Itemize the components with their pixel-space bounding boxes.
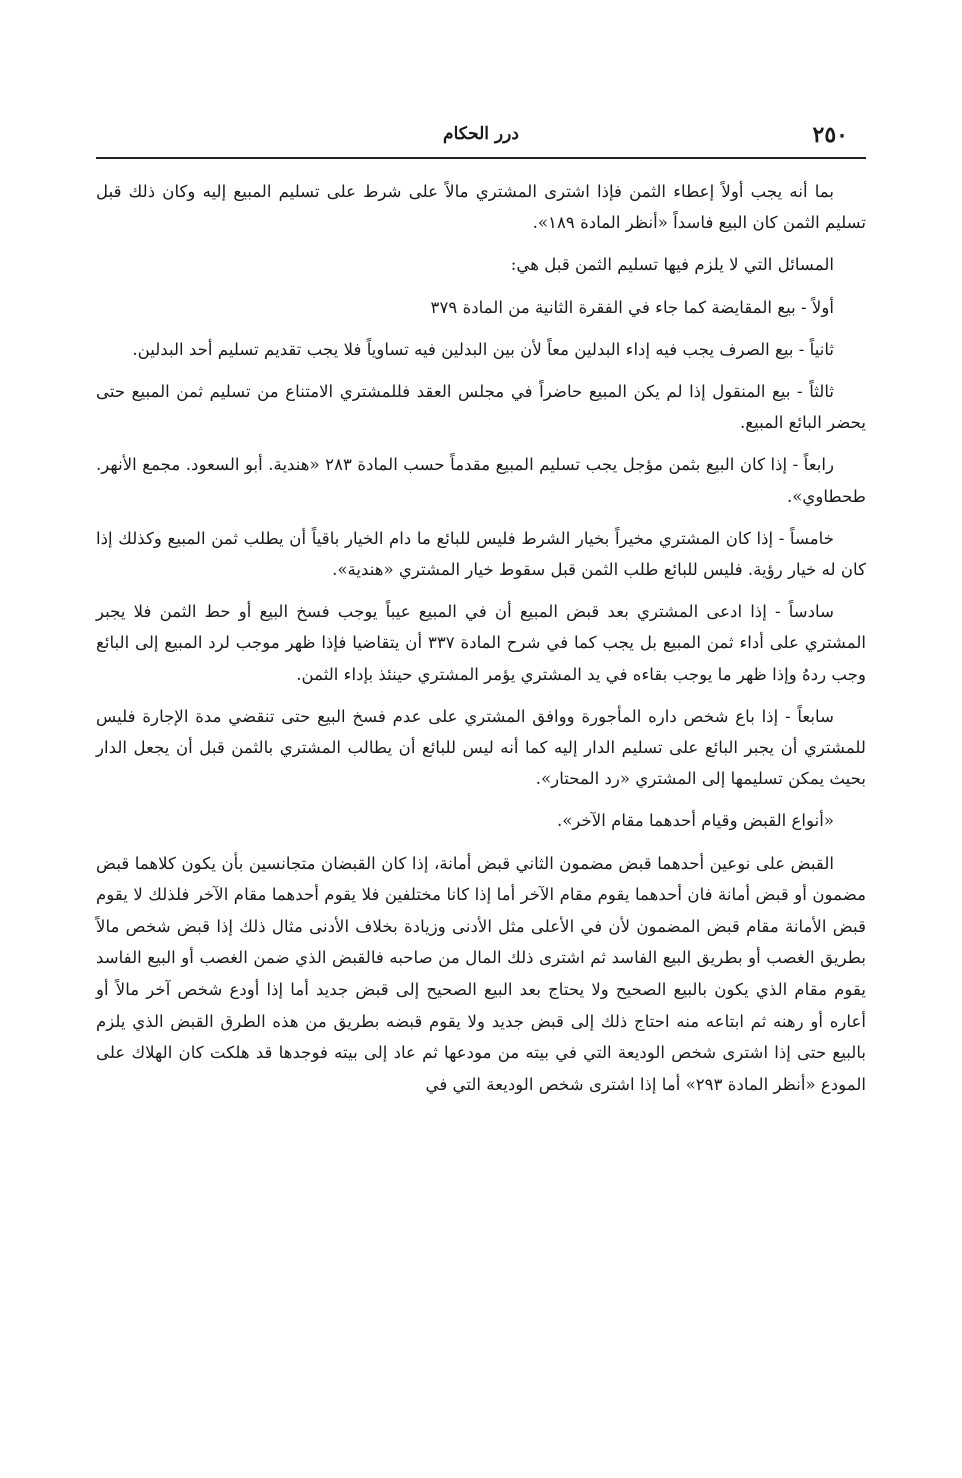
running-title: درر الحكام	[443, 124, 519, 144]
body-text	[96, 176, 866, 1100]
paragraph-10: القبض على نوعين أحدهما قبض مضمون الثاني قبض أمانة، إذا كان القبضان متجانسين بأن يكون كلاهما قبض مضمون أو قبض أمانة فان أحدهما يقوم مقام الآخر أما إذا كانا مختلفين فلا يقوم أحدهما مقام الآخر فلذلك لا يقوم قبض الأمانة مقام قبض المضمون لأن في الأعلى مثل الأدنى وزيادة بخلاف الأدنى مثال ذلك إذا قبض شخص مالاً بطريق الغصب أو بطريق البيع الفاسد ثم اشترى ذلك المال من صاحبه فالقبض الذي ضمن الغصب أو البيع الفاسد يقوم مقام الذي يكون بالبيع الصحيح ولا يحتاج بعد البيع الصحيح إلى قبض جديد أما إذا أودع شخص آخر مالاً أو أعاره أو رهنه ثم ابتاعه منه احتاج ذلك إلى قبض جديد ولا يقوم قبضه بطريق من هذه الطرق القبض الذي يلزم بالبيع حتى إذا اشترى شخص الوديعة التي في بيته من مودعها ثم عاد إلى بيته فوجدها قد هلكت كان الهلاك على المودع «أنظر المادة ٢٩٣» أما إذا اشترى شخص الوديعة التي في	[96, 853, 866, 1094]
page-header	[96, 118, 866, 156]
paragraph-1: بما أنه يجب أولاً إعطاء الثمن فإذا اشترى المشتري مالاً على شرط على تسليم المبيع إليه وكان ذلك قبل تسليم الثمن كان البيع فاسداً «أنظر المادة ١٨٩».	[96, 182, 866, 233]
paragraph-7: خامساً - إذا كان المشتري مخيراً بخيار الشرط فليس للبائع ما دام الخيار باقياً أن يطلب ثمن المبيع وكذلك إذا كان له خيار رؤية. فليس للبائع طلب الثمن قبل سقوط خيار المشتري «هندية».	[96, 528, 866, 580]
section-heading: «أنواع القبض وقيام أحدهما مقام الآخر».	[556, 811, 834, 831]
paragraph-4: ثانياً - بيع الصرف يجب فيه إداء البدلين معاً لأن بين البدلين فيه تساوياً فلا يجب تقديم تسليم أحد البدلين.	[132, 339, 834, 359]
paragraph-8: سادساً - إذا ادعى المشتري بعد قبض المبيع أن في المبيع عيباً يوجب فسخ البيع أو حط الثمن فلا يجبر المشتري على أداء ثمن المبيع بل يجب كما في شرح المادة ٣٣٧ أن يتقاضيا فإذا ظهر موجب لرد المبيع إلى البائع وجب ردهُ وإذا ظهر ما يوجب بقاءه في يد المشتري يؤمر المشتري حينئذ بإداء الثمن.	[96, 602, 866, 684]
page-number: ٢٥٠	[812, 122, 848, 148]
paragraph-6: رابعاً - إذا كان البيع بثمن مؤجل يجب تسليم المبيع مقدماً حسب المادة ٢٨٣ «هندية. أبو السعود. مجمع الأنهر. طحطاوي».	[96, 455, 866, 506]
header-rule	[96, 157, 866, 159]
paragraph-2: المسائل التي لا يلزم فيها تسليم الثمن قبل هي:	[510, 255, 834, 275]
paragraph-3: أولاً - بيع المقايضة كما جاء في الفقرة الثانية من المادة ٣٧٩	[430, 297, 834, 317]
paragraph-5: ثالثاً - بيع المنقول إذا لم يكن المبيع حاضراً في مجلس العقد فللمشتري الامتناع من تسليم ثمن المبيع حتى يحضر البائع المبيع.	[96, 382, 866, 433]
paragraph-9: سابعاً - إذا باع شخص داره المأجورة ووافق المشتري على عدم فسخ البيع حتى تنقضي مدة الإجارة فليس للمشتري أن يجبر البائع على تسليم الدار إليه كما أنه ليس للبائع أن يطالب المشتري بالثمن قبل أن يجعل الدار بحيث يمكن تسليمها إلى المشتري «رد المحتار».	[96, 706, 866, 789]
